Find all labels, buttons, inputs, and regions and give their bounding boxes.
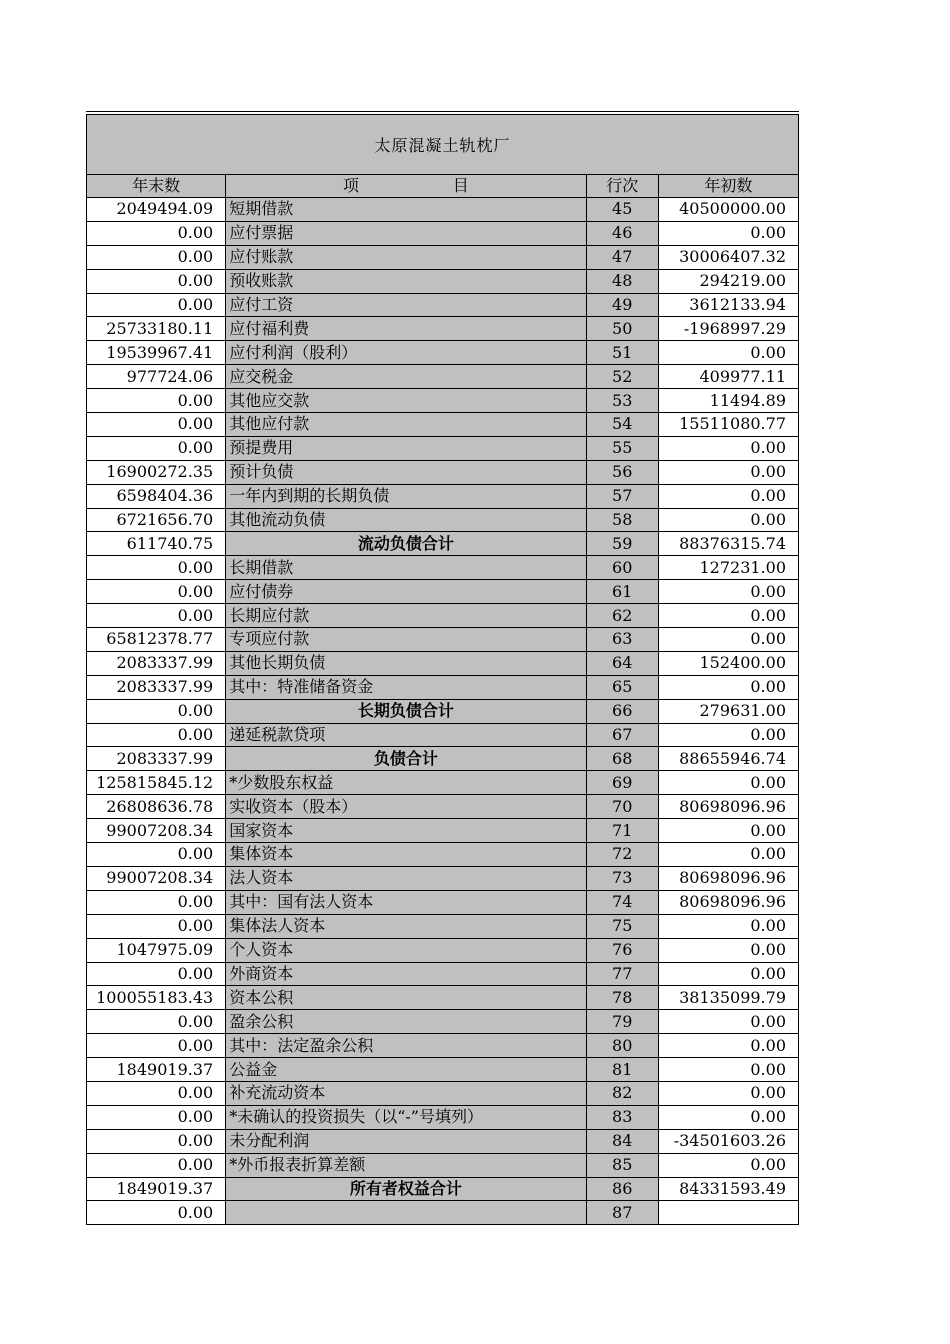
cell-begin-of-year: 88655946.74 xyxy=(658,747,798,771)
cell-line-no: 48 xyxy=(586,269,658,293)
table-row xyxy=(87,508,799,532)
cell-item: *未确认的投资损失（以“-”号填列） xyxy=(226,1105,587,1129)
cell-begin-of-year: 3612133.94 xyxy=(658,293,798,317)
cell-item: 其他应交款 xyxy=(226,389,587,413)
cell-item-total: 长期负债合计 xyxy=(226,699,587,723)
cell-item: 应付工资 xyxy=(226,293,587,317)
cell-line-no: 65 xyxy=(586,675,658,699)
table-row xyxy=(87,1201,799,1225)
table-row xyxy=(87,1105,799,1129)
table-row xyxy=(87,293,799,317)
cell-end-of-year: 65812378.77 xyxy=(87,628,226,652)
cell-line-no: 77 xyxy=(586,962,658,986)
cell-item: *外币报表折算差额 xyxy=(226,1153,587,1177)
cell-line-no: 76 xyxy=(586,938,658,962)
cell-item: 公益金 xyxy=(226,1058,587,1082)
cell-end-of-year: 0.00 xyxy=(87,1034,226,1058)
cell-begin-of-year: 0.00 xyxy=(658,771,798,795)
cell-end-of-year: 1047975.09 xyxy=(87,938,226,962)
cell-item: 实收资本（股本） xyxy=(226,795,587,819)
header-item-left: 项 xyxy=(343,176,360,195)
cell-begin-of-year: 0.00 xyxy=(658,628,798,652)
table-row xyxy=(87,1081,799,1105)
cell-end-of-year: 0.00 xyxy=(87,962,226,986)
cell-begin-of-year: 0.00 xyxy=(658,341,798,365)
table-row xyxy=(87,198,799,222)
cell-line-no: 54 xyxy=(586,413,658,437)
cell-begin-of-year: 0.00 xyxy=(658,914,798,938)
cell-begin-of-year: 0.00 xyxy=(658,436,798,460)
cell-line-no: 78 xyxy=(586,986,658,1010)
cell-line-no: 67 xyxy=(586,723,658,747)
cell-end-of-year: 611740.75 xyxy=(87,532,226,556)
header-item xyxy=(226,175,587,198)
header-line-no: 行次 xyxy=(586,175,658,198)
cell-line-no: 53 xyxy=(586,389,658,413)
liabilities-equity-table xyxy=(86,174,799,1225)
cell-item: 短期借款 xyxy=(226,198,587,222)
cell-item: 应付账款 xyxy=(226,245,587,269)
table-row xyxy=(87,365,799,389)
table-row xyxy=(87,914,799,938)
cell-item: 专项应付款 xyxy=(226,628,587,652)
table-row xyxy=(87,866,799,890)
cell-line-no: 55 xyxy=(586,436,658,460)
table-row xyxy=(87,795,799,819)
cell-begin-of-year: 0.00 xyxy=(658,1058,798,1082)
table-row xyxy=(87,962,799,986)
table-row xyxy=(87,1153,799,1177)
cell-line-no: 84 xyxy=(586,1129,658,1153)
table-row xyxy=(87,890,799,914)
cell-end-of-year: 977724.06 xyxy=(87,365,226,389)
table-row xyxy=(87,580,799,604)
cell-line-no: 61 xyxy=(586,580,658,604)
cell-item: 长期应付款 xyxy=(226,604,587,628)
cell-begin-of-year: 0.00 xyxy=(658,508,798,532)
cell-begin-of-year: 0.00 xyxy=(658,1105,798,1129)
cell-line-no: 70 xyxy=(586,795,658,819)
cell-begin-of-year: 127231.00 xyxy=(658,556,798,580)
top-rule xyxy=(86,111,799,112)
cell-item: 一年内到期的长期负债 xyxy=(226,484,587,508)
cell-line-no: 46 xyxy=(586,221,658,245)
cell-end-of-year: 0.00 xyxy=(87,890,226,914)
report-title: 太原混凝土轨枕厂 xyxy=(86,114,799,174)
header-begin-of-year: 年初数 xyxy=(658,175,798,198)
cell-item: 其中：法定盈余公积 xyxy=(226,1034,587,1058)
cell-begin-of-year: 80698096.96 xyxy=(658,795,798,819)
table-row xyxy=(87,1177,799,1201)
table-row xyxy=(87,843,799,867)
cell-end-of-year: 0.00 xyxy=(87,413,226,437)
cell-begin-of-year xyxy=(658,1201,798,1225)
cell-line-no: 74 xyxy=(586,890,658,914)
table-row xyxy=(87,771,799,795)
cell-item: 其他应付款 xyxy=(226,413,587,437)
cell-end-of-year: 1849019.37 xyxy=(87,1177,226,1201)
table-row xyxy=(87,269,799,293)
cell-begin-of-year: -1968997.29 xyxy=(658,317,798,341)
table-row xyxy=(87,938,799,962)
cell-begin-of-year: -34501603.26 xyxy=(658,1129,798,1153)
cell-end-of-year: 99007208.34 xyxy=(87,866,226,890)
cell-end-of-year: 0.00 xyxy=(87,580,226,604)
cell-item: 预计负债 xyxy=(226,460,587,484)
cell-line-no: 83 xyxy=(586,1105,658,1129)
cell-begin-of-year: 11494.89 xyxy=(658,389,798,413)
cell-line-no: 66 xyxy=(586,699,658,723)
cell-item: 预提费用 xyxy=(226,436,587,460)
table-row xyxy=(87,723,799,747)
cell-end-of-year: 125815845.12 xyxy=(87,771,226,795)
cell-end-of-year: 0.00 xyxy=(87,556,226,580)
cell-end-of-year: 1849019.37 xyxy=(87,1058,226,1082)
cell-item: 其他流动负债 xyxy=(226,508,587,532)
cell-end-of-year: 0.00 xyxy=(87,1081,226,1105)
cell-begin-of-year: 0.00 xyxy=(658,1153,798,1177)
cell-end-of-year: 0.00 xyxy=(87,389,226,413)
table-row xyxy=(87,747,799,771)
cell-begin-of-year: 0.00 xyxy=(658,580,798,604)
cell-begin-of-year: 15511080.77 xyxy=(658,413,798,437)
cell-line-no: 50 xyxy=(586,317,658,341)
cell-begin-of-year: 409977.11 xyxy=(658,365,798,389)
cell-end-of-year: 99007208.34 xyxy=(87,819,226,843)
cell-begin-of-year: 294219.00 xyxy=(658,269,798,293)
cell-begin-of-year: 38135099.79 xyxy=(658,986,798,1010)
cell-item: 其他长期负债 xyxy=(226,651,587,675)
table-row xyxy=(87,675,799,699)
cell-end-of-year: 0.00 xyxy=(87,699,226,723)
cell-end-of-year: 16900272.35 xyxy=(87,460,226,484)
cell-item: 长期借款 xyxy=(226,556,587,580)
cell-begin-of-year: 0.00 xyxy=(658,221,798,245)
cell-begin-of-year: 0.00 xyxy=(658,819,798,843)
table-row xyxy=(87,556,799,580)
cell-item: 法人资本 xyxy=(226,866,587,890)
cell-item xyxy=(226,1201,587,1225)
cell-end-of-year: 2049494.09 xyxy=(87,198,226,222)
cell-end-of-year: 2083337.99 xyxy=(87,651,226,675)
cell-item: 补充流动资本 xyxy=(226,1081,587,1105)
cell-line-no: 86 xyxy=(586,1177,658,1201)
cell-item: 其中：国有法人资本 xyxy=(226,890,587,914)
cell-end-of-year: 0.00 xyxy=(87,293,226,317)
table-row xyxy=(87,532,799,556)
cell-line-no: 63 xyxy=(586,628,658,652)
cell-end-of-year: 100055183.43 xyxy=(87,986,226,1010)
cell-begin-of-year: 0.00 xyxy=(658,484,798,508)
cell-line-no: 85 xyxy=(586,1153,658,1177)
table-row xyxy=(87,413,799,437)
cell-line-no: 47 xyxy=(586,245,658,269)
cell-item: 外商资本 xyxy=(226,962,587,986)
cell-begin-of-year: 152400.00 xyxy=(658,651,798,675)
cell-begin-of-year: 0.00 xyxy=(658,938,798,962)
cell-end-of-year: 19539967.41 xyxy=(87,341,226,365)
cell-end-of-year: 0.00 xyxy=(87,221,226,245)
cell-line-no: 75 xyxy=(586,914,658,938)
cell-end-of-year: 6598404.36 xyxy=(87,484,226,508)
cell-line-no: 82 xyxy=(586,1081,658,1105)
cell-begin-of-year: 0.00 xyxy=(658,1010,798,1034)
cell-begin-of-year: 0.00 xyxy=(658,962,798,986)
cell-item: 应付利润（股利） xyxy=(226,341,587,365)
table-row xyxy=(87,604,799,628)
cell-end-of-year: 0.00 xyxy=(87,1010,226,1034)
cell-item-total: 流动负债合计 xyxy=(226,532,587,556)
cell-begin-of-year: 279631.00 xyxy=(658,699,798,723)
cell-begin-of-year: 40500000.00 xyxy=(658,198,798,222)
cell-begin-of-year: 84331593.49 xyxy=(658,1177,798,1201)
cell-end-of-year: 0.00 xyxy=(87,1105,226,1129)
cell-item: 未分配利润 xyxy=(226,1129,587,1153)
cell-line-no: 73 xyxy=(586,866,658,890)
cell-begin-of-year: 0.00 xyxy=(658,1081,798,1105)
cell-line-no: 58 xyxy=(586,508,658,532)
cell-line-no: 57 xyxy=(586,484,658,508)
cell-end-of-year: 0.00 xyxy=(87,914,226,938)
cell-end-of-year: 2083337.99 xyxy=(87,675,226,699)
cell-line-no: 71 xyxy=(586,819,658,843)
cell-begin-of-year: 0.00 xyxy=(658,843,798,867)
cell-line-no: 72 xyxy=(586,843,658,867)
cell-line-no: 62 xyxy=(586,604,658,628)
cell-end-of-year: 2083337.99 xyxy=(87,747,226,771)
cell-end-of-year: 26808636.78 xyxy=(87,795,226,819)
table-row xyxy=(87,699,799,723)
cell-end-of-year: 0.00 xyxy=(87,1201,226,1225)
table-row xyxy=(87,651,799,675)
cell-end-of-year: 0.00 xyxy=(87,1153,226,1177)
cell-end-of-year: 0.00 xyxy=(87,604,226,628)
table-row xyxy=(87,1129,799,1153)
cell-begin-of-year: 30006407.32 xyxy=(658,245,798,269)
cell-end-of-year: 0.00 xyxy=(87,436,226,460)
table-row xyxy=(87,1058,799,1082)
cell-line-no: 80 xyxy=(586,1034,658,1058)
cell-end-of-year: 0.00 xyxy=(87,843,226,867)
cell-end-of-year: 0.00 xyxy=(87,1129,226,1153)
cell-line-no: 64 xyxy=(586,651,658,675)
cell-begin-of-year: 0.00 xyxy=(658,460,798,484)
cell-begin-of-year: 80698096.96 xyxy=(658,866,798,890)
cell-end-of-year: 0.00 xyxy=(87,269,226,293)
cell-item: 应交税金 xyxy=(226,365,587,389)
cell-line-no: 45 xyxy=(586,198,658,222)
cell-item-total: 所有者权益合计 xyxy=(226,1177,587,1201)
cell-line-no: 60 xyxy=(586,556,658,580)
table-row xyxy=(87,436,799,460)
cell-item: 集体资本 xyxy=(226,843,587,867)
cell-item: 盈余公积 xyxy=(226,1010,587,1034)
table-row xyxy=(87,628,799,652)
header-row xyxy=(87,175,799,198)
table-row xyxy=(87,1010,799,1034)
header-item-right: 目 xyxy=(452,176,469,195)
cell-line-no: 52 xyxy=(586,365,658,389)
cell-item: 国家资本 xyxy=(226,819,587,843)
cell-line-no: 49 xyxy=(586,293,658,317)
balance-sheet xyxy=(86,111,799,1225)
cell-item: 应付福利费 xyxy=(226,317,587,341)
cell-end-of-year: 0.00 xyxy=(87,723,226,747)
cell-begin-of-year: 80698096.96 xyxy=(658,890,798,914)
table-row xyxy=(87,245,799,269)
cell-item: 应付票据 xyxy=(226,221,587,245)
cell-line-no: 56 xyxy=(586,460,658,484)
table-row xyxy=(87,1034,799,1058)
cell-end-of-year: 0.00 xyxy=(87,245,226,269)
cell-begin-of-year: 0.00 xyxy=(658,723,798,747)
table-row xyxy=(87,819,799,843)
cell-line-no: 51 xyxy=(586,341,658,365)
cell-line-no: 87 xyxy=(586,1201,658,1225)
cell-line-no: 59 xyxy=(586,532,658,556)
cell-begin-of-year: 0.00 xyxy=(658,675,798,699)
cell-item: 集体法人资本 xyxy=(226,914,587,938)
cell-item: 个人资本 xyxy=(226,938,587,962)
cell-item: 其中：特准储备资金 xyxy=(226,675,587,699)
header-end-of-year: 年末数 xyxy=(87,175,226,198)
cell-end-of-year: 6721656.70 xyxy=(87,508,226,532)
table-row xyxy=(87,389,799,413)
cell-line-no: 69 xyxy=(586,771,658,795)
cell-end-of-year: 25733180.11 xyxy=(87,317,226,341)
cell-item: 应付债券 xyxy=(226,580,587,604)
table-row xyxy=(87,317,799,341)
cell-begin-of-year: 88376315.74 xyxy=(658,532,798,556)
table-row xyxy=(87,221,799,245)
table-row xyxy=(87,341,799,365)
cell-line-no: 81 xyxy=(586,1058,658,1082)
cell-line-no: 79 xyxy=(586,1010,658,1034)
table-row xyxy=(87,460,799,484)
cell-item: 预收账款 xyxy=(226,269,587,293)
cell-item: 递延税款贷项 xyxy=(226,723,587,747)
table-row xyxy=(87,484,799,508)
cell-item: *少数股东权益 xyxy=(226,771,587,795)
cell-begin-of-year: 0.00 xyxy=(658,1034,798,1058)
cell-begin-of-year: 0.00 xyxy=(658,604,798,628)
cell-item: 资本公积 xyxy=(226,986,587,1010)
table-row xyxy=(87,986,799,1010)
cell-item-total: 负债合计 xyxy=(226,747,587,771)
cell-line-no: 68 xyxy=(586,747,658,771)
